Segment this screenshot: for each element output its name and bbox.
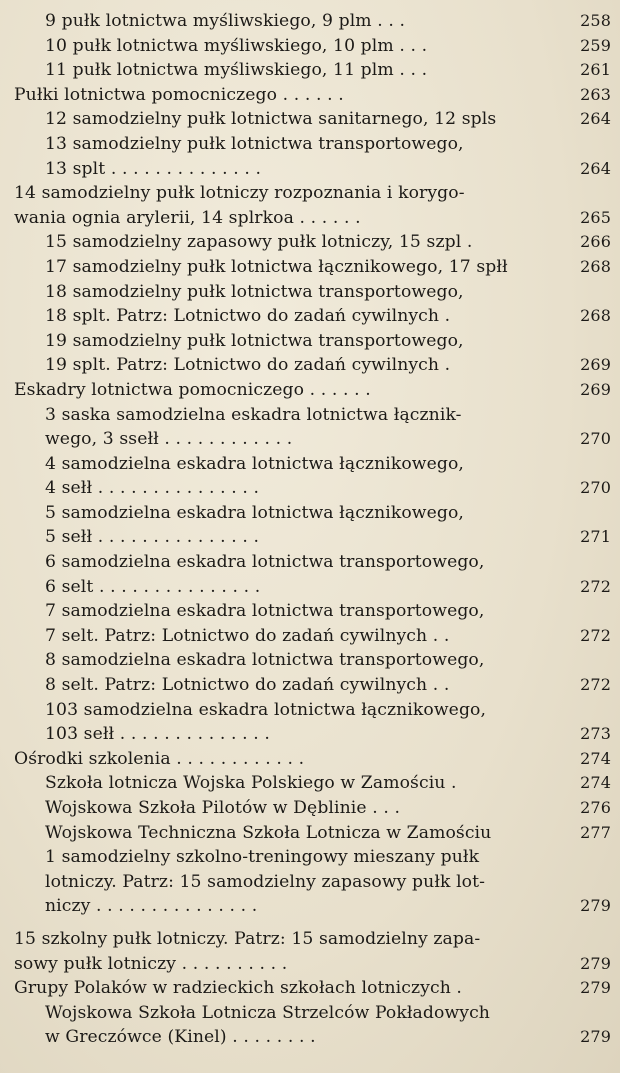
toc-entry [14,83,614,108]
toc-entry [14,181,614,230]
toc-entry-line: Wojskowa Szkoła Pilotów w Dęblinie . . . [45,798,401,818]
toc-entry [14,107,614,132]
toc-entry-line: 3 saska samodzielna eskadra lotnictwa łącznik- [45,404,462,425]
toc-entry [14,698,614,747]
toc-entry-line: 18 samodzielny pułk lotnictwa transportowego, [45,281,464,302]
toc-page-number: 265 [580,207,611,227]
toc-entry-line: 5 sełł . . . . . . . . . . . . . . . [45,527,260,548]
toc-page-number: 263 [580,84,611,104]
toc-entry [14,58,614,83]
toc-entry-line: Szkoła lotnicza Wojska Polskiego w Zamościu . [45,773,457,794]
toc-entry-line: 7 samodzielna eskadra lotnictwa transportowego, [45,601,485,622]
toc-entry [14,599,614,648]
toc-entry [14,1001,614,1050]
toc-entry [14,927,614,976]
toc-entry-line: 103 sełł . . . . . . . . . . . . . . [45,724,270,745]
toc-entry [14,771,614,796]
toc-entry-line: Grupy Polaków w radzieckich szkołach lotniczych . [14,978,462,999]
toc-entry [14,132,614,181]
toc-page-number: 264 [580,109,611,129]
toc-entry [14,821,614,846]
toc-entry [14,378,614,403]
toc-entry-line: 8 selt. Patrz: Lotnictwo do zadań cywilnych . . [45,675,450,696]
toc-page-number: 258 [580,11,611,30]
toc-entry-line: 15 samodzielny zapasowy pułk lotniczy, 15 szpl . [45,232,473,253]
toc-entry-line: 13 samodzielny pułk lotnictwa transportowego, [45,133,464,154]
toc-entry [14,329,614,378]
toc-page-number: 279 [580,978,611,998]
toc-page-number: 264 [580,158,611,178]
toc-entry-line: w Greczówce (Kinel) . . . . . . . . [45,1027,316,1048]
toc-entry-line: 18 splt. Patrz: Lotnictwo do zadań cywilnych . [45,306,451,327]
toc-page-number: 266 [580,232,611,252]
toc-entry [14,230,614,255]
toc-entry-line: 11 pułk lotnictwa myśliwskiego, 11 plm . . . [45,60,428,81]
toc-entry [14,452,614,501]
toc-entry-line: 19 splt. Patrz: Lotnictwo do zadań cywilnych . [45,355,451,376]
toc-entry-line: 19 samodzielny pułk lotnictwa transportowego, [45,330,464,351]
toc-entry-line: 7 selt. Patrz: Lotnictwo do zadań cywilnych . . [45,625,450,646]
toc-page-number: 268 [580,306,611,326]
toc-entry-line: 1 samodzielny szkolno-treningowy mieszany pułk [45,847,480,868]
toc-entry-line: 5 samodzielna eskadra lotnictwa łącznikowego, [45,502,464,523]
toc-entry-line: Ośrodki szkolenia . . . . . . . . . . . . [14,748,305,769]
toc-entry-line: 14 samodzielny pułk lotniczy rozpoznania i korygo- [14,183,465,204]
toc-entry [14,255,614,280]
toc-entry-line: wania ognia arylerii, 14 splrkoa . . . . . . [14,207,361,228]
toc-page-number: 279 [580,1027,611,1047]
toc-entry [14,845,614,919]
toc-page-number: 270 [580,429,611,449]
toc-entry [14,648,614,697]
toc-entry [14,403,614,452]
toc-entry-line: 10 pułk lotnictwa myśliwskiego, 10 plm . . . [45,35,428,56]
toc-entry [14,976,614,1001]
toc-page-number: 268 [580,256,611,276]
toc-page-number: 259 [580,35,611,55]
toc-page-number: 279 [580,953,611,973]
toc-entry [14,34,614,59]
toc-entry-line: lotniczy. Patrz: 15 samodzielny zapasowy pułk lot- [45,871,486,892]
toc-page-number: 273 [580,724,611,744]
toc-page-number: 269 [580,379,611,399]
table-of-contents [14,9,614,1050]
toc-entry [14,280,614,329]
toc-entry-line: niczy . . . . . . . . . . . . . . . [45,896,258,917]
toc-entry-line: 6 samodzielna eskadra lotnictwa transportowego, [45,552,485,573]
toc-entry-line: 12 samodzielny pułk lotnictwa sanitarnego, 12 spls [45,109,497,130]
toc-entry-line: wego, 3 ssełł . . . . . . . . . . . . [45,429,293,450]
toc-entry-line: 4 sełł . . . . . . . . . . . . . . . [45,478,260,499]
toc-page-number: 272 [580,675,611,695]
toc-page-number: 272 [580,576,611,596]
toc-entry-line: 9 pułk lotnictwa myśliwskiego, 9 plm . . . [45,11,406,31]
toc-entry-line: sowy pułk lotniczy . . . . . . . . . . [14,953,288,974]
toc-page-number: 276 [580,798,611,817]
toc-entry-line: Pułki lotnictwa pomocniczego . . . . . . [14,84,344,105]
toc-entry [14,550,614,599]
toc-entry-line: 8 samodzielna eskadra lotnictwa transportowego, [45,650,485,671]
toc-entry [14,747,614,772]
toc-page-number: 274 [580,748,611,768]
toc-page-number: 272 [580,625,611,645]
toc-page-number: 270 [580,478,611,498]
toc-entry-line: Eskadry lotnictwa pomocniczego . . . . . . [14,379,371,400]
toc-page-number: 279 [580,896,611,916]
toc-page-number: 271 [580,527,611,547]
toc-page-number: 274 [580,773,611,793]
toc-entry-line: 103 samodzielna eskadra lotnictwa łącznikowego, [45,699,487,720]
toc-page-number: 277 [580,822,611,842]
toc-entry-line: 17 samodzielny pułk lotnictwa łącznikowego, 17 spłł [45,256,508,277]
toc-entry [14,796,614,821]
toc-page-number: 269 [580,355,611,375]
toc-entry [14,501,614,550]
toc-page-number: 261 [580,60,611,80]
toc-entry [14,9,614,34]
toc-entry-line: 4 samodzielna eskadra lotnictwa łącznikowego, [45,453,464,474]
toc-entry-line: 15 szkolny pułk lotniczy. Patrz: 15 samodzielny zapa- [14,928,481,949]
toc-entry-line: Wojskowa Techniczna Szkoła Lotnicza w Zamościu [45,822,492,843]
toc-entry-line: 6 selt . . . . . . . . . . . . . . . [45,576,261,597]
toc-entry-line: Wojskowa Szkoła Lotnicza Strzelców Pokładowych [45,1002,490,1023]
toc-entry-line: 13 splt . . . . . . . . . . . . . . [45,158,262,179]
